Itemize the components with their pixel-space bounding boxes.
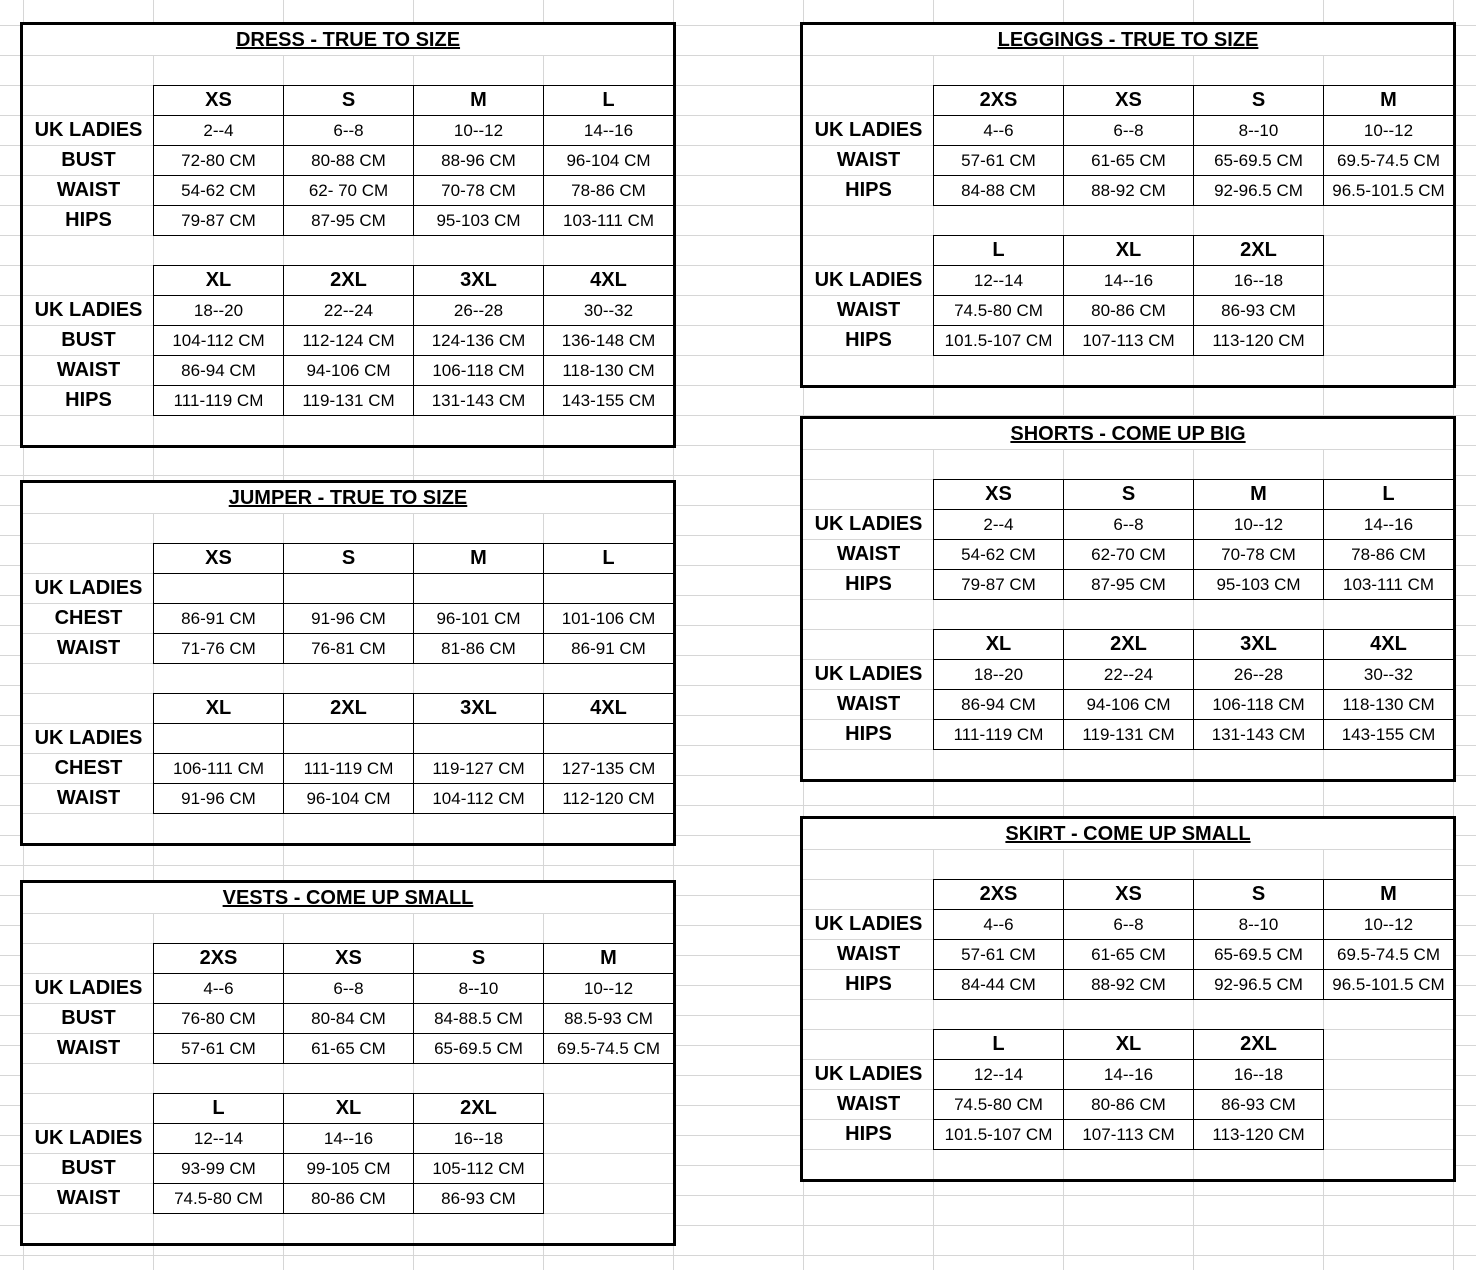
measurement-label: WAIST bbox=[56, 1186, 121, 1209]
measurement-label: UK LADIES bbox=[34, 576, 143, 599]
size-header: M bbox=[413, 543, 544, 574]
measurement-value: 71-76 CM bbox=[153, 633, 284, 664]
measurement-value bbox=[153, 723, 284, 754]
measurement-value: 81-86 CM bbox=[413, 633, 544, 664]
measurement-value: 87-95 CM bbox=[283, 205, 414, 236]
measurement-value: 80-84 CM bbox=[283, 1003, 414, 1034]
size-header: XL bbox=[153, 693, 284, 724]
measurement-value: 74.5-80 CM bbox=[933, 295, 1064, 326]
measurement-value: 80-86 CM bbox=[283, 1183, 414, 1214]
size-header: S bbox=[283, 85, 414, 116]
measurement-value: 94-106 CM bbox=[283, 355, 414, 386]
measurement-label: UK LADIES bbox=[814, 118, 923, 141]
measurement-value: 70-78 CM bbox=[413, 175, 544, 206]
measurement-value: 96-104 CM bbox=[543, 145, 674, 176]
measurement-value: 127-135 CM bbox=[543, 753, 674, 784]
measurement-label: UK LADIES bbox=[814, 1062, 923, 1085]
measurement-value: 26--28 bbox=[413, 295, 544, 326]
measurement-value: 14--16 bbox=[1323, 509, 1454, 540]
measurement-label: BUST bbox=[61, 1156, 116, 1179]
measurement-value: 119-131 CM bbox=[283, 385, 414, 416]
size-header: 4XL bbox=[1323, 629, 1454, 660]
measurement-value: 84-88.5 CM bbox=[413, 1003, 544, 1034]
measurement-value: 92-96.5 CM bbox=[1193, 969, 1324, 1000]
size-header: XL bbox=[153, 265, 284, 296]
measurement-value: 93-99 CM bbox=[153, 1153, 284, 1184]
size-header: XL bbox=[1063, 1029, 1194, 1060]
measurement-value: 6--8 bbox=[283, 115, 414, 146]
size-header: XS bbox=[153, 543, 284, 574]
chart-title: SKIRT - COME UP SMALL bbox=[1005, 822, 1251, 845]
measurement-value: 95-103 CM bbox=[1193, 569, 1324, 600]
measurement-label: WAIST bbox=[836, 1092, 901, 1115]
measurement-value: 22--24 bbox=[283, 295, 414, 326]
size-header: S bbox=[1193, 85, 1324, 116]
measurement-value: 78-86 CM bbox=[543, 175, 674, 206]
measurement-value: 6--8 bbox=[283, 973, 414, 1004]
size-header: L bbox=[933, 235, 1064, 266]
measurement-value: 14--16 bbox=[1063, 265, 1194, 296]
size-header: M bbox=[1323, 879, 1454, 910]
chart-title: VESTS - COME UP SMALL bbox=[222, 886, 474, 909]
measurement-label: CHEST bbox=[54, 756, 123, 779]
measurement-value: 16--18 bbox=[413, 1123, 544, 1154]
size-header: 3XL bbox=[1193, 629, 1324, 660]
measurement-value: 57-61 CM bbox=[933, 939, 1064, 970]
measurement-value: 113-120 CM bbox=[1193, 325, 1324, 356]
measurement-value: 79-87 CM bbox=[933, 569, 1064, 600]
chart-title: DRESS - TRUE TO SIZE bbox=[235, 28, 461, 51]
measurement-value: 65-69.5 CM bbox=[1193, 145, 1324, 176]
measurement-label: WAIST bbox=[56, 178, 121, 201]
vests-size-chart bbox=[20, 880, 676, 1246]
leggings-size-chart bbox=[800, 22, 1456, 388]
measurement-value: 4--6 bbox=[153, 973, 284, 1004]
measurement-label: UK LADIES bbox=[34, 976, 143, 999]
size-header: S bbox=[283, 543, 414, 574]
measurement-label: HIPS bbox=[845, 178, 892, 201]
size-header: 2XS bbox=[933, 879, 1064, 910]
measurement-label: UK LADIES bbox=[34, 298, 143, 321]
size-header: L bbox=[543, 543, 674, 574]
measurement-value: 80-88 CM bbox=[283, 145, 414, 176]
grid-line bbox=[23, 913, 673, 914]
measurement-value: 65-69.5 CM bbox=[1193, 939, 1324, 970]
size-header: XL bbox=[283, 1093, 414, 1124]
size-header: 2XL bbox=[1063, 629, 1194, 660]
measurement-value: 2--4 bbox=[153, 115, 284, 146]
measurement-value: 99-105 CM bbox=[283, 1153, 414, 1184]
measurement-value: 74.5-80 CM bbox=[153, 1183, 284, 1214]
measurement-value: 101.5-107 CM bbox=[933, 325, 1064, 356]
measurement-value: 94-106 CM bbox=[1063, 689, 1194, 720]
measurement-value: 111-119 CM bbox=[153, 385, 284, 416]
size-header: 2XS bbox=[933, 85, 1064, 116]
measurement-label: WAIST bbox=[56, 1036, 121, 1059]
measurement-value: 61-65 CM bbox=[1063, 939, 1194, 970]
size-header: L bbox=[1323, 479, 1454, 510]
measurement-value: 103-111 CM bbox=[543, 205, 674, 236]
measurement-value: 69.5-74.5 CM bbox=[543, 1033, 674, 1064]
measurement-value: 14--16 bbox=[543, 115, 674, 146]
measurement-value bbox=[283, 573, 414, 604]
measurement-value: 119-131 CM bbox=[1063, 719, 1194, 750]
measurement-value: 91-96 CM bbox=[283, 603, 414, 634]
measurement-value: 104-112 CM bbox=[153, 325, 284, 356]
grid-line bbox=[803, 449, 1453, 450]
size-header: M bbox=[413, 85, 544, 116]
measurement-value: 76-80 CM bbox=[153, 1003, 284, 1034]
measurement-value: 16--18 bbox=[1193, 1059, 1324, 1090]
measurement-value: 131-143 CM bbox=[413, 385, 544, 416]
measurement-value: 96-101 CM bbox=[413, 603, 544, 634]
measurement-value: 69.5-74.5 CM bbox=[1323, 145, 1454, 176]
measurement-value: 118-130 CM bbox=[543, 355, 674, 386]
measurement-label: HIPS bbox=[65, 208, 112, 231]
measurement-value: 106-111 CM bbox=[153, 753, 284, 784]
measurement-label: UK LADIES bbox=[34, 118, 143, 141]
measurement-value: 69.5-74.5 CM bbox=[1323, 939, 1454, 970]
jumper-size-chart bbox=[20, 480, 676, 846]
measurement-value: 61-65 CM bbox=[283, 1033, 414, 1064]
measurement-value: 54-62 CM bbox=[933, 539, 1064, 570]
measurement-value: 124-136 CM bbox=[413, 325, 544, 356]
measurement-value: 105-112 CM bbox=[413, 1153, 544, 1184]
measurement-label: WAIST bbox=[836, 542, 901, 565]
measurement-value: 4--6 bbox=[933, 909, 1064, 940]
measurement-value: 86-93 CM bbox=[413, 1183, 544, 1214]
size-header: XL bbox=[933, 629, 1064, 660]
measurement-value: 14--16 bbox=[1063, 1059, 1194, 1090]
measurement-value: 16--18 bbox=[1193, 265, 1324, 296]
size-header: 3XL bbox=[413, 265, 544, 296]
size-header: XS bbox=[283, 943, 414, 974]
measurement-value: 84-88 CM bbox=[933, 175, 1064, 206]
measurement-label: UK LADIES bbox=[814, 912, 923, 935]
measurement-value: 2--4 bbox=[933, 509, 1064, 540]
size-header: XS bbox=[933, 479, 1064, 510]
measurement-value: 143-155 CM bbox=[1323, 719, 1454, 750]
measurement-value: 54-62 CM bbox=[153, 175, 284, 206]
measurement-value: 107-113 CM bbox=[1063, 325, 1194, 356]
size-header: 2XL bbox=[283, 693, 414, 724]
size-header: L bbox=[933, 1029, 1064, 1060]
dress-size-chart bbox=[20, 22, 676, 448]
measurement-value: 12--14 bbox=[933, 1059, 1064, 1090]
measurement-value: 10--12 bbox=[1193, 509, 1324, 540]
measurement-value: 76-81 CM bbox=[283, 633, 414, 664]
size-header: L bbox=[543, 85, 674, 116]
measurement-label: UK LADIES bbox=[34, 726, 143, 749]
size-header: XS bbox=[1063, 85, 1194, 116]
measurement-value: 106-118 CM bbox=[413, 355, 544, 386]
measurement-value: 80-86 CM bbox=[1063, 295, 1194, 326]
size-header: 2XL bbox=[283, 265, 414, 296]
measurement-label: BUST bbox=[61, 148, 116, 171]
measurement-value: 107-113 CM bbox=[1063, 1119, 1194, 1150]
measurement-value: 106-118 CM bbox=[1193, 689, 1324, 720]
measurement-value: 8--10 bbox=[1193, 115, 1324, 146]
measurement-value: 86-93 CM bbox=[1193, 1089, 1324, 1120]
shorts-size-chart bbox=[800, 416, 1456, 782]
measurement-label: WAIST bbox=[56, 636, 121, 659]
measurement-label: UK LADIES bbox=[34, 1126, 143, 1149]
size-header: 2XL bbox=[413, 1093, 544, 1124]
chart-title: SHORTS - COME UP BIG bbox=[1010, 422, 1246, 445]
size-header: S bbox=[1193, 879, 1324, 910]
measurement-value: 96.5-101.5 CM bbox=[1323, 969, 1454, 1000]
grid-line bbox=[803, 55, 1453, 56]
measurement-value: 103-111 CM bbox=[1323, 569, 1454, 600]
chart-title: JUMPER - TRUE TO SIZE bbox=[228, 486, 468, 509]
measurement-value: 101.5-107 CM bbox=[933, 1119, 1064, 1150]
measurement-value: 118-130 CM bbox=[1323, 689, 1454, 720]
measurement-value bbox=[153, 573, 284, 604]
measurement-value: 8--10 bbox=[413, 973, 544, 1004]
measurement-label: BUST bbox=[61, 328, 116, 351]
measurement-value: 101-106 CM bbox=[543, 603, 674, 634]
measurement-value: 10--12 bbox=[1323, 115, 1454, 146]
measurement-label: HIPS bbox=[65, 388, 112, 411]
size-header: 2XL bbox=[1193, 1029, 1324, 1060]
size-header: S bbox=[413, 943, 544, 974]
measurement-value: 96-104 CM bbox=[283, 783, 414, 814]
measurement-value: 30--32 bbox=[543, 295, 674, 326]
measurement-value: 79-87 CM bbox=[153, 205, 284, 236]
measurement-value: 91-96 CM bbox=[153, 783, 284, 814]
measurement-value: 95-103 CM bbox=[413, 205, 544, 236]
measurement-value: 10--12 bbox=[1323, 909, 1454, 940]
measurement-value: 57-61 CM bbox=[153, 1033, 284, 1064]
measurement-value: 80-86 CM bbox=[1063, 1089, 1194, 1120]
measurement-value: 62- 70 CM bbox=[283, 175, 414, 206]
measurement-value bbox=[283, 723, 414, 754]
measurement-label: WAIST bbox=[836, 942, 901, 965]
measurement-value: 10--12 bbox=[543, 973, 674, 1004]
measurement-label: HIPS bbox=[845, 328, 892, 351]
measurement-label: WAIST bbox=[56, 358, 121, 381]
measurement-label: WAIST bbox=[56, 786, 121, 809]
measurement-value: 88-92 CM bbox=[1063, 175, 1194, 206]
measurement-label: UK LADIES bbox=[814, 268, 923, 291]
size-header: S bbox=[1063, 479, 1194, 510]
measurement-value: 57-61 CM bbox=[933, 145, 1064, 176]
measurement-value: 88.5-93 CM bbox=[543, 1003, 674, 1034]
chart-title: LEGGINGS - TRUE TO SIZE bbox=[997, 28, 1259, 51]
measurement-value bbox=[413, 723, 544, 754]
measurement-value: 30--32 bbox=[1323, 659, 1454, 690]
measurement-value: 72-80 CM bbox=[153, 145, 284, 176]
size-header: XS bbox=[153, 85, 284, 116]
measurement-value: 86-93 CM bbox=[1193, 295, 1324, 326]
grid-line bbox=[23, 55, 673, 56]
measurement-label: WAIST bbox=[836, 298, 901, 321]
measurement-value: 111-119 CM bbox=[933, 719, 1064, 750]
measurement-label: HIPS bbox=[845, 1122, 892, 1145]
measurement-value: 113-120 CM bbox=[1193, 1119, 1324, 1150]
measurement-value: 70-78 CM bbox=[1193, 539, 1324, 570]
measurement-value: 92-96.5 CM bbox=[1193, 175, 1324, 206]
measurement-value bbox=[543, 723, 674, 754]
measurement-value: 88-92 CM bbox=[1063, 969, 1194, 1000]
size-header: 4XL bbox=[543, 693, 674, 724]
measurement-label: UK LADIES bbox=[814, 512, 923, 535]
skirt-size-chart bbox=[800, 816, 1456, 1182]
measurement-value: 86-91 CM bbox=[543, 633, 674, 664]
measurement-label: UK LADIES bbox=[814, 662, 923, 685]
size-header: XL bbox=[1063, 235, 1194, 266]
measurement-value: 84-44 CM bbox=[933, 969, 1064, 1000]
measurement-value: 6--8 bbox=[1063, 909, 1194, 940]
measurement-value: 86-94 CM bbox=[153, 355, 284, 386]
size-header: XS bbox=[1063, 879, 1194, 910]
measurement-value: 86-91 CM bbox=[153, 603, 284, 634]
measurement-value: 12--14 bbox=[153, 1123, 284, 1154]
measurement-label: HIPS bbox=[845, 972, 892, 995]
measurement-value: 10--12 bbox=[413, 115, 544, 146]
measurement-label: HIPS bbox=[845, 572, 892, 595]
measurement-value: 6--8 bbox=[1063, 115, 1194, 146]
measurement-value: 112-124 CM bbox=[283, 325, 414, 356]
measurement-value: 104-112 CM bbox=[413, 783, 544, 814]
measurement-value: 14--16 bbox=[283, 1123, 414, 1154]
size-header: 4XL bbox=[543, 265, 674, 296]
measurement-value: 65-69.5 CM bbox=[413, 1033, 544, 1064]
measurement-value bbox=[413, 573, 544, 604]
measurement-value: 74.5-80 CM bbox=[933, 1089, 1064, 1120]
measurement-label: HIPS bbox=[845, 722, 892, 745]
measurement-value: 88-96 CM bbox=[413, 145, 544, 176]
measurement-value: 86-94 CM bbox=[933, 689, 1064, 720]
size-header: 2XS bbox=[153, 943, 284, 974]
size-header: 3XL bbox=[413, 693, 544, 724]
size-header: M bbox=[543, 943, 674, 974]
measurement-value: 8--10 bbox=[1193, 909, 1324, 940]
measurement-value: 87-95 CM bbox=[1063, 569, 1194, 600]
measurement-value: 6--8 bbox=[1063, 509, 1194, 540]
measurement-value: 112-120 CM bbox=[543, 783, 674, 814]
measurement-label: WAIST bbox=[836, 148, 901, 171]
grid-line bbox=[23, 513, 673, 514]
measurement-value: 12--14 bbox=[933, 265, 1064, 296]
measurement-value: 96.5-101.5 CM bbox=[1323, 175, 1454, 206]
size-header: L bbox=[153, 1093, 284, 1124]
measurement-value: 22--24 bbox=[1063, 659, 1194, 690]
measurement-label: WAIST bbox=[836, 692, 901, 715]
measurement-value: 111-119 CM bbox=[283, 753, 414, 784]
measurement-value: 131-143 CM bbox=[1193, 719, 1324, 750]
measurement-value: 26--28 bbox=[1193, 659, 1324, 690]
grid-line bbox=[803, 849, 1453, 850]
measurement-value: 119-127 CM bbox=[413, 753, 544, 784]
measurement-value: 62-70 CM bbox=[1063, 539, 1194, 570]
measurement-value: 136-148 CM bbox=[543, 325, 674, 356]
size-header: M bbox=[1193, 479, 1324, 510]
measurement-value: 61-65 CM bbox=[1063, 145, 1194, 176]
measurement-value: 18--20 bbox=[933, 659, 1064, 690]
measurement-label: CHEST bbox=[54, 606, 123, 629]
measurement-value: 18--20 bbox=[153, 295, 284, 326]
measurement-value: 143-155 CM bbox=[543, 385, 674, 416]
measurement-value bbox=[543, 573, 674, 604]
size-header: M bbox=[1323, 85, 1454, 116]
size-header: 2XL bbox=[1193, 235, 1324, 266]
measurement-label: BUST bbox=[61, 1006, 116, 1029]
measurement-value: 78-86 CM bbox=[1323, 539, 1454, 570]
measurement-value: 4--6 bbox=[933, 115, 1064, 146]
